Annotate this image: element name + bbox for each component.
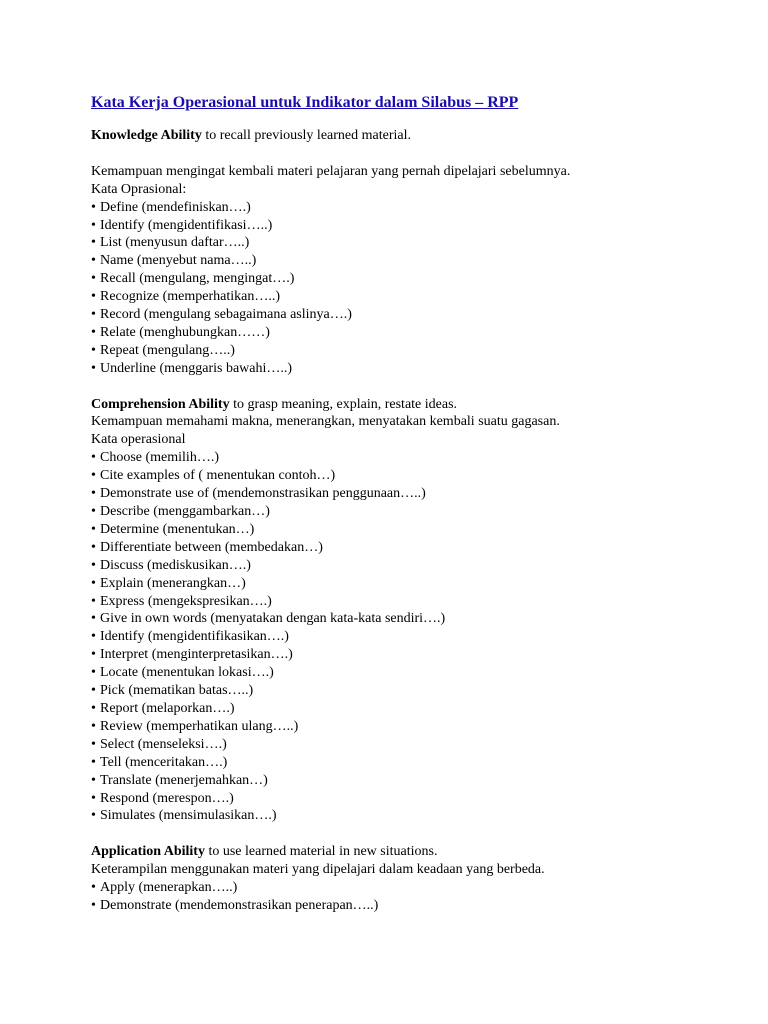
list-item: • Select (menseleksi….) [91,736,227,752]
list-item: • Discuss (mediskusikan….) [91,557,251,573]
section-heading-bold: Application Ability [91,844,205,860]
list-item: • Underline (menggaris bawahi…..) [91,360,293,376]
list-item: • Recall (mengulang, mengingat….) [91,271,295,287]
document-page [91,93,731,915]
list-item: • Give in own words (menyatakan dengan kata-kata sendiri….) [91,611,446,627]
list-item: • Choose (memilih….) [91,450,219,466]
section-heading-rest: to recall previously learned material. [201,128,411,143]
spacer [91,378,731,396]
list-item: • Respond (merespon….) [91,790,234,806]
verb-list [91,199,731,378]
section-comprehension [91,396,731,826]
list-item: • Differentiate between (membedakan…) [91,539,323,555]
list-item: • Recognize (memperhatikan…..) [91,289,280,305]
list-item: • Apply (menerapkan…..) [91,880,238,896]
list-item: • Record (mengulang sebagaimana aslinya….) [91,307,352,323]
list-item: • Identify (mengidentifikasi…..) [91,217,273,233]
section-heading-bold: Comprehension Ability [91,396,230,412]
list-item: • Tell (menceritakan….) [91,754,228,770]
section-heading-rest: to use learned material in new situations. [204,844,438,860]
list-item: • Report (melaporkan….) [91,700,235,716]
section-heading-bold: Knowledge Ability [91,128,202,143]
spacer [91,825,731,843]
section-description: Kemampuan mengingat kembali materi pelajaran yang pernah dipelajari sebelumnya. [91,163,571,179]
list-item: • Review (memperhatikan ulang…..) [91,718,299,734]
section-heading [91,396,731,414]
list-item: • Demonstrate (mendemonstrasikan penerapan…..) [91,897,379,913]
list-item: • Pick (mematikan batas…..) [91,683,254,699]
section-heading [91,843,731,861]
list-item: • Translate (menerjemahkan…) [91,772,268,788]
list-item: • Name (menyebut nama…..) [91,253,257,269]
verb-list [91,879,731,915]
verb-list [91,449,731,825]
section-application [91,843,731,915]
list-item: • Express (mengekspresikan….) [91,593,272,609]
section-knowledge [91,127,731,378]
list-item: • List (menyusun daftar…..) [91,235,250,251]
section-description: Kemampuan memahami makna, menerangkan, menyatakan kembali suatu gagasan. [91,414,560,430]
list-item: • Demonstrate use of (mendemonstrasikan penggunaan…..) [91,486,426,502]
list-item: • Locate (menentukan lokasi….) [91,665,274,681]
list-item: • Determine (menentukan…) [91,521,255,537]
list-item: • Relate (menghubungkan……) [91,324,270,340]
list-item: • Identify (mengidentifikasikan….) [91,629,289,645]
list-item: • Explain (menerangkan…) [91,575,246,591]
list-item: • Simulates (mensimulasikan….) [91,808,277,824]
spacer [91,145,731,163]
list-item: • Repeat (mengulang…..) [91,342,235,358]
list-item: • Define (mendefiniskan….) [91,199,251,215]
list-item: • Cite examples of ( menentukan contoh…) [91,468,336,484]
section-heading-rest: to grasp meaning, explain, restate ideas. [229,396,458,412]
section-label: Kata operasional [91,432,186,448]
section-description: Keterampilan menggunakan materi yang dipelajari dalam keadaan yang berbeda. [91,862,545,878]
list-item: • Describe (menggambarkan…) [91,504,270,519]
section-label: Kata Oprasional: [91,181,187,197]
page-title[interactable]: Kata Kerja Operasional untuk Indikator dalam Silabus – RPP [91,94,519,111]
list-item: • Interpret (menginterpretasikan….) [91,647,293,663]
section-heading [91,127,731,145]
